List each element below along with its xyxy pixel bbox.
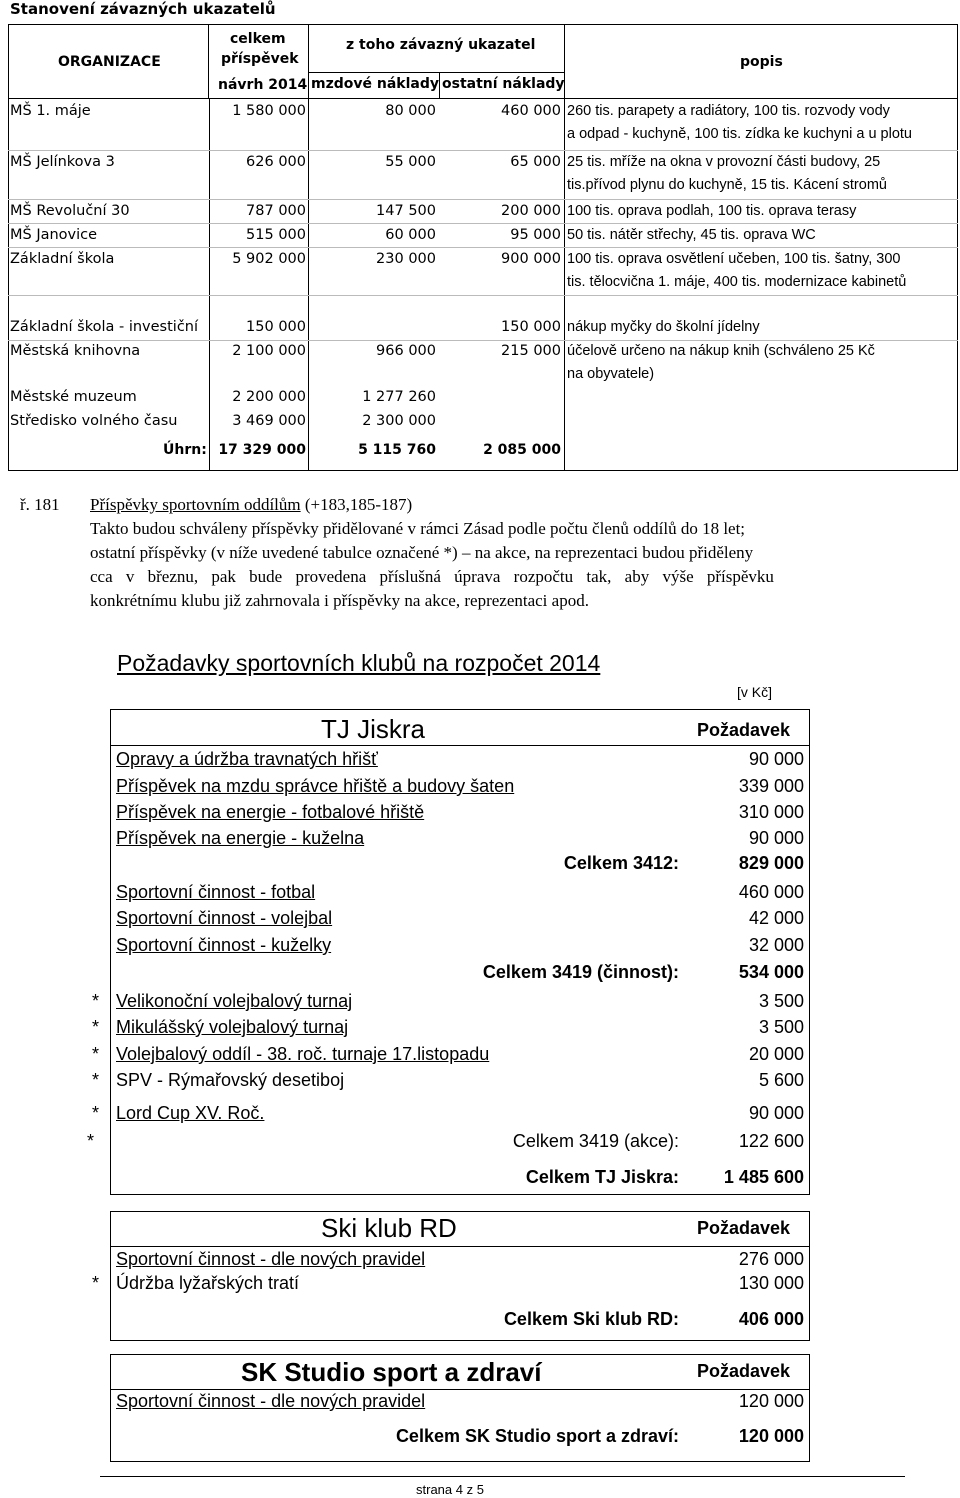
action-marker: * — [92, 991, 100, 1011]
row-divider — [8, 150, 958, 151]
request-label: Příspěvek na mzdu správce hřiště a budovy šaten — [116, 776, 515, 796]
header-total-2: příspěvek — [221, 51, 299, 67]
request-label: Sportovní činnost - kuželky — [116, 935, 332, 955]
section-divider — [111, 1246, 809, 1247]
cell-desc-cont: tis.přívod plynu do kuchyně, 15 tis. Kácení stromů — [567, 177, 887, 193]
cell-total: 1 580 000 — [232, 103, 306, 119]
header-wage: mzdové náklady — [311, 76, 439, 92]
cell-desc-cont: a odpad - kuchyně, 100 tis. zídka ke kuchyni a u plotu — [567, 126, 912, 142]
action-marker: * — [92, 1273, 100, 1293]
cell-wage: 80 000 — [385, 103, 436, 119]
tj-jiskra-title: TJ Jiskra — [321, 714, 425, 744]
request-header: Požadavek — [697, 1218, 791, 1238]
cell-wage: 55 000 — [385, 154, 436, 170]
request-value: 3 500 — [758, 991, 804, 1011]
request-value: 310 000 — [738, 802, 804, 822]
cell-wage: 1 277 260 — [362, 389, 436, 405]
cell-total: 2 200 000 — [232, 389, 306, 405]
sum-total: 17 329 000 — [218, 442, 306, 458]
tj-jiskra-section — [87, 709, 810, 1195]
request-row — [116, 1390, 425, 1412]
header-divider — [8, 98, 958, 99]
row-number: ř. 181 — [20, 495, 60, 514]
header-org: ORGANIZACE — [58, 54, 161, 70]
request-label: Opravy a údržba travnatých hřišť — [116, 749, 378, 769]
cell-org: Základní škola — [10, 251, 115, 267]
paragraph-heading-text: Příspěvky sportovním oddílům — [90, 495, 301, 514]
request-value: 90 000 — [748, 1103, 804, 1123]
unit-label: [v Kč] — [737, 684, 773, 700]
cell-wage: 966 000 — [376, 343, 436, 359]
paragraph-heading — [90, 493, 412, 517]
cell-total: 3 469 000 — [232, 413, 306, 429]
cell-org: Základní škola - investiční — [10, 319, 199, 335]
cell-other: 95 000 — [510, 227, 561, 243]
request-row — [116, 801, 424, 823]
request-value: 339 000 — [738, 776, 804, 796]
sum-other: 2 085 000 — [483, 442, 561, 458]
cell-other: 900 000 — [501, 251, 561, 267]
cell-other: 150 000 — [501, 319, 561, 335]
cell-other: 215 000 — [501, 343, 561, 359]
budget-indicators-table — [8, 24, 958, 471]
request-value: 120 000 — [738, 1391, 804, 1411]
request-label: Sportovní činnost - volejbal — [116, 908, 333, 928]
request-value: 32 000 — [748, 935, 804, 955]
cell-org: MŠ Revoluční 30 — [10, 203, 130, 219]
request-label: Sportovní činnost - dle nových pravidel — [116, 1391, 426, 1411]
request-value: 3 500 — [758, 1017, 804, 1037]
requests-title: Požadavky sportovních klubů na rozpočet 2014 — [117, 650, 601, 676]
subtotal-label: Celkem 3419 (činnost): — [482, 962, 679, 982]
request-row — [116, 934, 331, 956]
paragraph-line: cca v březnu, pak bude provedena příslušná úprava rozpočtu tak, aby výše příspěvku — [90, 567, 774, 586]
request-row — [116, 881, 315, 903]
paragraph-heading-suffix: (+183,185-187) — [300, 495, 413, 514]
cell-total: 150 000 — [246, 319, 306, 335]
document-title: Stanovení závazných ukazatelů — [10, 0, 276, 18]
cell-total: 515 000 — [246, 227, 306, 243]
request-value: 42 000 — [748, 908, 804, 928]
request-row — [92, 1272, 300, 1294]
cell-total: 787 000 — [246, 203, 306, 219]
request-label: Volejbalový oddíl - 38. roč. turnaje 17.listopadu — [116, 1044, 490, 1064]
cell-desc-cont: tis. tělocvična 1. máje, 400 tis. modernizace kabinetů — [567, 274, 907, 290]
subtotal-label: Celkem TJ Jiskra: — [525, 1167, 679, 1187]
section-divider — [111, 745, 809, 746]
col-divider — [439, 72, 440, 98]
paragraph-body — [90, 517, 898, 613]
cell-desc: 100 tis. oprava podlah, 100 tis. oprava terasy — [567, 203, 857, 219]
cell-other: 65 000 — [510, 154, 561, 170]
request-label: Příspěvek na energie - kuželna — [116, 828, 365, 848]
request-value: 90 000 — [748, 828, 804, 848]
cell-desc: 25 tis. mříže na okna v provozní části budovy, 25 — [567, 154, 881, 170]
subtotal-value: 829 000 — [738, 853, 804, 873]
request-row — [116, 827, 364, 849]
ski-klub-section — [92, 1211, 810, 1341]
header-binding: z toho závazný ukazatel — [346, 37, 536, 53]
cell-other: 460 000 — [501, 103, 561, 119]
request-label: Sportovní činnost - dle nových pravidel — [116, 1249, 426, 1269]
subheader-divider — [308, 72, 564, 73]
cell-total: 2 100 000 — [232, 343, 306, 359]
cell-org: Městská knihovna — [10, 343, 141, 359]
sum-label: Úhrn: — [163, 442, 207, 458]
paragraph-line: konkrétnímu klubu již zahrnovala i příspěvky na akce, reprezentaci apod. — [90, 591, 589, 610]
request-value: 276 000 — [738, 1249, 804, 1269]
request-row — [116, 748, 378, 770]
request-label: Velikonoční volejbalový turnaj — [116, 991, 353, 1011]
cell-wage: 2 300 000 — [362, 413, 436, 429]
request-label: Mikulášský volejbalový turnaj — [116, 1017, 349, 1037]
cell-org: Městské muzeum — [10, 389, 137, 405]
cell-org: MŠ Janovice — [10, 227, 98, 243]
request-value: 5 600 — [758, 1070, 804, 1090]
request-row — [116, 1248, 425, 1270]
col-divider — [208, 24, 209, 98]
action-marker: * — [92, 1103, 100, 1123]
cell-org: MŠ 1. máje — [10, 103, 91, 119]
cell-other: 200 000 — [501, 203, 561, 219]
subtotal-value: 122 600 — [738, 1131, 804, 1151]
request-row — [92, 1069, 345, 1091]
sum-wage: 5 115 760 — [358, 442, 436, 458]
paragraph-line: Takto budou schváleny příspěvky přidělované v rámci Zásad podle počtu členů oddílů do 18 let; — [90, 519, 746, 538]
header-desc: popis — [740, 54, 783, 70]
subtotal-label: Celkem Ski klub RD: — [503, 1309, 679, 1329]
cell-wage: 230 000 — [376, 251, 436, 267]
subtotal-value: 406 000 — [738, 1309, 804, 1329]
subtotal-label: Celkem 3419 (akce): — [512, 1131, 679, 1151]
request-value: 90 000 — [748, 749, 804, 769]
row-divider — [8, 340, 958, 341]
cell-wage: 60 000 — [385, 227, 436, 243]
cell-org: Středisko volného času — [10, 413, 178, 429]
sk-studio-section — [110, 1354, 810, 1462]
cell-total: 5 902 000 — [232, 251, 306, 267]
subtotal-value: 534 000 — [738, 962, 804, 982]
request-label: SPV - Rýmařovský desetiboj — [116, 1070, 345, 1090]
action-marker: * — [92, 1017, 100, 1037]
header-other: ostatní náklady — [442, 76, 565, 92]
request-row — [92, 1016, 349, 1038]
request-label: Příspěvek na energie - fotbalové hřiště — [116, 802, 425, 822]
sk-studio-title: SK Studio sport a zdraví — [241, 1357, 542, 1387]
ski-klub-title: Ski klub RD — [321, 1213, 457, 1243]
page-number: strana 4 z 5 — [416, 1482, 484, 1497]
cell-desc: 260 tis. parapety a radiátory, 100 tis. rozvody vody — [567, 103, 890, 119]
request-row — [116, 775, 514, 797]
row-divider — [8, 295, 958, 296]
cell-desc-cont: na obyvatele) — [567, 366, 655, 382]
header-total-1: celkem — [230, 31, 286, 47]
request-label: Lord Cup XV. Roč. — [116, 1103, 265, 1123]
request-row — [92, 990, 353, 1012]
action-marker: * — [92, 1044, 100, 1064]
request-value: 130 000 — [738, 1273, 804, 1293]
request-label: Údržba lyžařských tratí — [116, 1273, 300, 1293]
paragraph-line: ostatní příspěvky (v níže uvedené tabulce označené *) – na akce, na reprezentaci budou přiděleny — [90, 543, 754, 562]
row-divider — [8, 199, 958, 200]
header-total-3: návrh 2014 — [218, 77, 308, 93]
cell-desc: účelově určeno na nákup knih (schváleno 25 Kč — [567, 343, 875, 359]
subtotal-value: 1 485 600 — [723, 1167, 804, 1187]
cell-wage: 147 500 — [376, 203, 436, 219]
request-value: 20 000 — [748, 1044, 804, 1064]
request-label: Sportovní činnost - fotbal — [116, 882, 316, 902]
action-marker: * — [87, 1131, 95, 1151]
action-marker: * — [92, 1070, 100, 1090]
request-header: Požadavek — [697, 720, 791, 740]
subtotal-label: Celkem SK Studio sport a zdraví: — [395, 1426, 679, 1446]
cell-org: MŠ Jelínkova 3 — [10, 154, 115, 170]
cell-desc: 50 tis. nátěr střechy, 45 tis. oprava WC — [567, 227, 816, 243]
row-divider — [8, 247, 958, 248]
request-header: Požadavek — [697, 1361, 791, 1381]
footer-divider — [100, 1476, 905, 1477]
request-row — [92, 1043, 490, 1065]
cell-desc: nákup myčky do školní jídelny — [567, 319, 760, 335]
row-divider — [8, 223, 958, 224]
subtotal-value: 120 000 — [738, 1426, 804, 1446]
request-value: 460 000 — [738, 882, 804, 902]
subtotal-label: Celkem 3412: — [563, 853, 679, 873]
cell-total: 626 000 — [246, 154, 306, 170]
request-row — [116, 907, 332, 929]
cell-desc: 100 tis. oprava osvětlení učeben, 100 tis. šatny, 300 — [567, 251, 901, 267]
request-row — [92, 1102, 265, 1124]
